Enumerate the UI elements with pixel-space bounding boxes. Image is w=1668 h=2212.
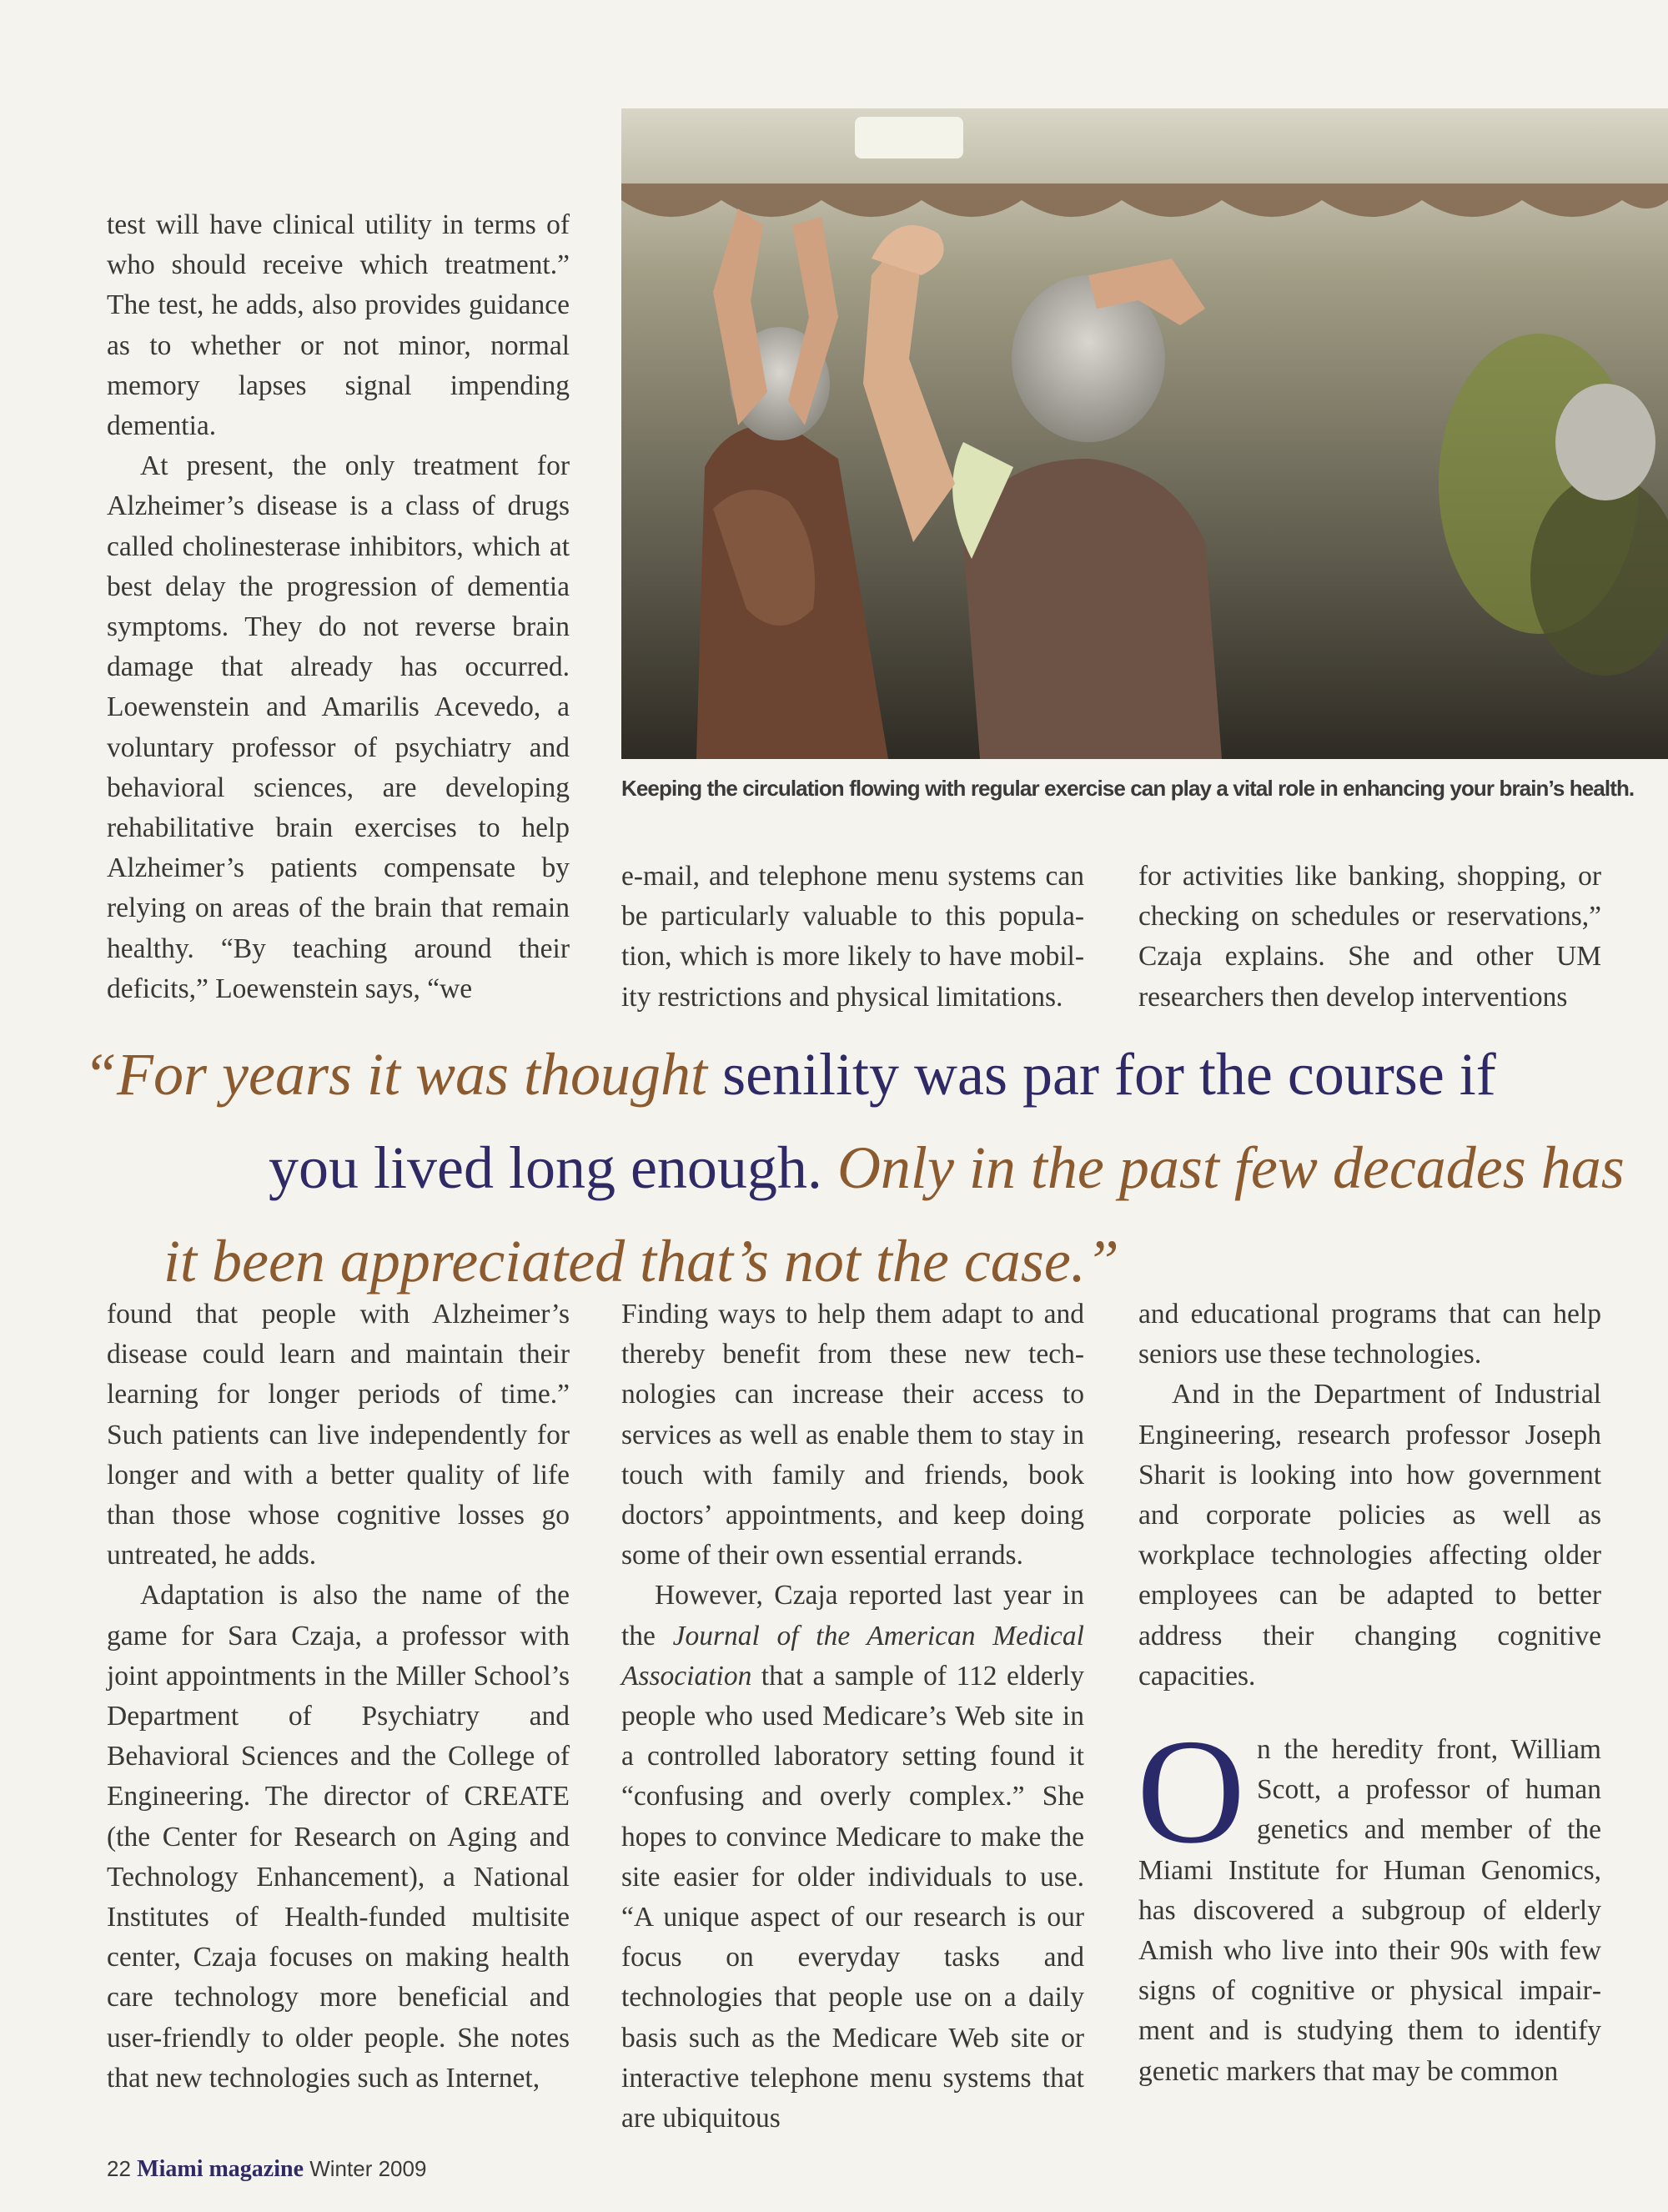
column-3-bottom	[1138, 1295, 1601, 2092]
column-1-bottom	[107, 1295, 570, 2099]
paragraph: Finding ways to help them adapt to and thereby benefit from these new technologies can increase their access to services as well as enable them to stay in touch with family and friends, book doctors’ appointments, and keep doing some of their own essential errands.	[621, 1299, 1084, 1571]
drop-cap: O	[1137, 1708, 1245, 1875]
paragraph: At present, the only treatment for Alzheimer’s disease is a class of drugs called cholinesterase inhibitors, which at best delay the progression of dementia symptoms. They do not reverse brain damage that already has occurred. Loewenstein and Amarilis Acevedo, a voluntary professor of psychiatry and behavioral sciences, are developing rehabilitative brain exercises to help Alzheimer’s patients compensate by relying on areas of the brain that remain healthy. “By teaching around their deficits,” Loewenstein says, “we	[107, 450, 570, 1004]
exercise-photo	[621, 108, 1668, 759]
page-number: 22	[107, 2156, 131, 2181]
column-2-bottom	[621, 1295, 1084, 2139]
column-1-top	[107, 205, 570, 1009]
pull-quote	[83, 1028, 1651, 1308]
paragraph: Adaptation is also the name of the game for Sara Czaja, a professor with joint appointments in the Miller School’s Department of Psychiatry and Behavioral Sciences and the College of Engineering. The director of CREATE (the Center for Research on Aging and Technology Enhancement), a National Institutes of Health-funded multisite center, Czaja focuses on making health care technology more beneficial and user-friendly to older people. She notes that new technologies such as Internet,	[107, 1580, 570, 2094]
pull-quote-line-1: “For years it was thought senility was par for the course if	[83, 1041, 1496, 1108]
paragraph: for activities like banking, shopping, or checking on schedules or reservations,” Czaja explains. She and other UM researchers then develop interventions	[1138, 861, 1601, 1013]
paragraph: And in the Department of Industrial Engineering, research professor Joseph Sharit is looking into how government and corporate policies as well as workplace technologies affecting older employees can be adapted to better address their changing cognitive capacities.	[1138, 1379, 1601, 1692]
magazine-name: Miami magazine	[137, 2156, 304, 2182]
pull-quote-line-2: you lived long enough. Only in the past few decades has	[269, 1134, 1625, 1201]
column-2-top	[621, 857, 1084, 1018]
journal-title: Journal of the American Medical Association	[621, 1620, 1084, 1692]
issue-date: Winter 2009	[309, 2156, 427, 2181]
column-3-top	[1138, 857, 1601, 1018]
paragraph: On the heredity front, William Scott, a professor of human genetics and member of the Miami Institute for Human Genomics, has discovered a subgroup of elderly Amish who live into their 90s with few signs of cognitive or physical impairment and is studying them to identify genetic markers that may be common	[1137, 1708, 1601, 2087]
paragraph: However, Czaja reported last year in the Journal of the American Medical Association that a sample of 112 elderly people who used Medicare’s Web site in a controlled laboratory setting found it “confusing and overly complex.” She hopes to convince Medicare to make the site easier for older individuals to use. “A unique aspect of our research is our focus on everyday tasks and technologies that people use on a daily basis such as the Medicare Web site or interactive telephone menu systems that are ubiquitous	[621, 1580, 1084, 2134]
paragraph: test will have clinical utility in terms of who should receive which treatment.” The test, he adds, also provides guidance as to whether or not minor, normal memory lapses signal impending dementia.	[107, 209, 570, 442]
paragraph: and educational programs that can help seniors use these technologies.	[1138, 1299, 1601, 1370]
page-footer	[107, 2156, 426, 2183]
pull-quote-line-3: it been appreciated that’s not the case.”	[163, 1228, 1119, 1295]
paragraph: found that people with Alzheimer’s disease could learn and maintain their learning for longer periods of time.” Such patients can live independently for longer and with a better quality of life than those whose cognitive losses go untreated, he adds.	[107, 1299, 570, 1571]
photo-caption: Keeping the circulation flowing with regular exercise can play a vital role in enhancing your brain’s health.	[621, 776, 1635, 801]
paragraph: e-mail, and telephone menu systems can be particularly valuable to this population, which is more likely to have mobility restrictions and physical limitations.	[621, 861, 1084, 1013]
